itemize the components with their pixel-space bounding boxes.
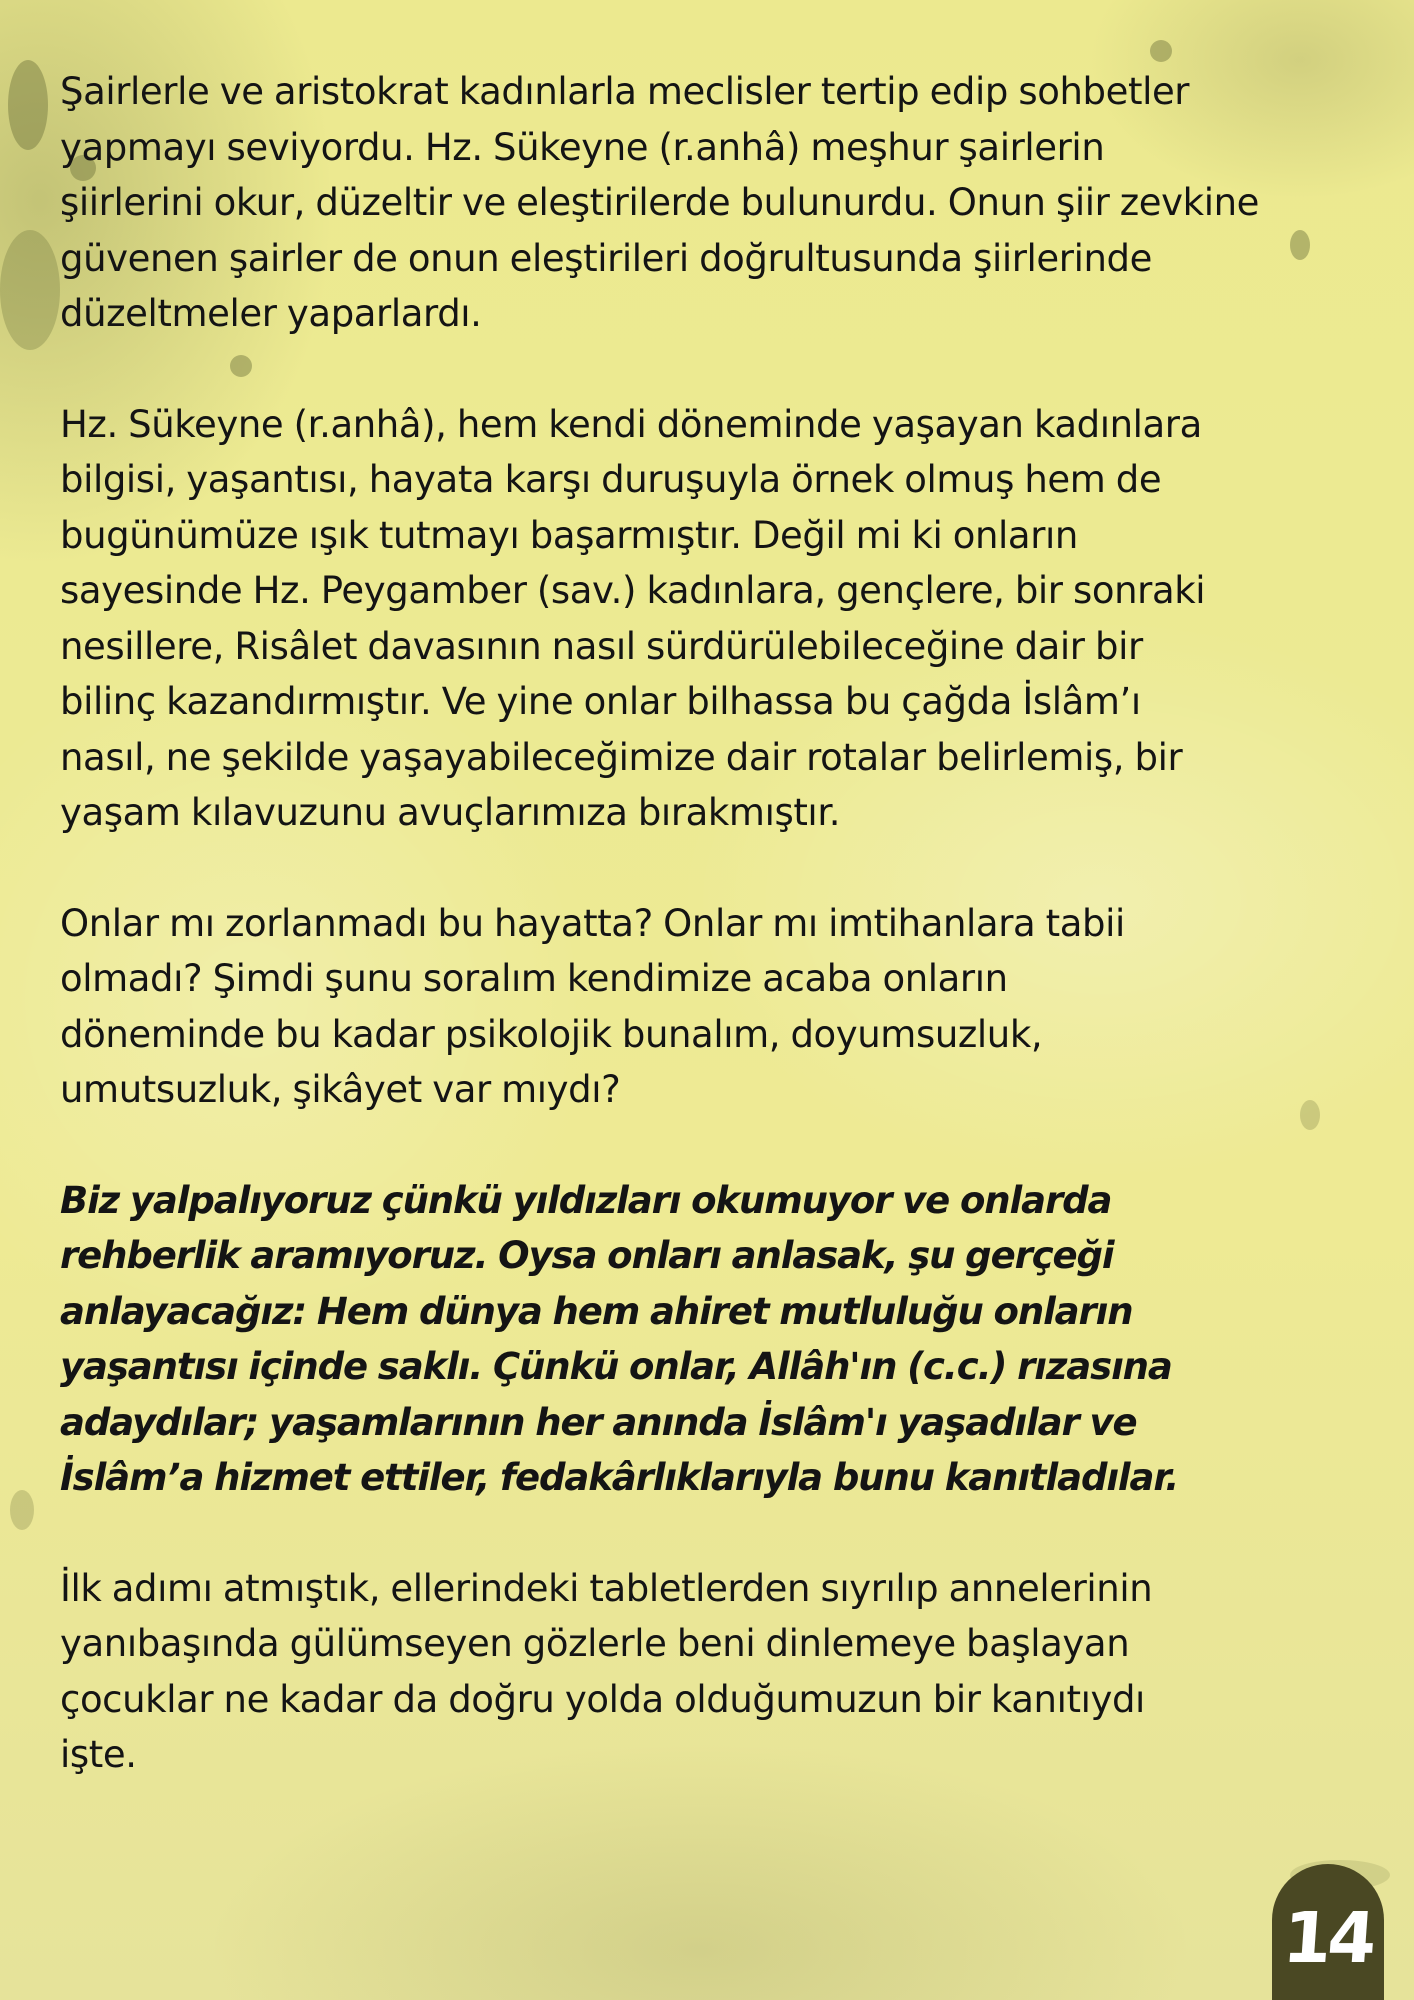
text-line: Onlar mı zorlanmadı bu hayatta? Onlar mı imtihanlara tabii [60, 901, 1125, 945]
text-line: nasıl, ne şekilde yaşayabileceğimize dair rotalar belirlemiş, bir [60, 735, 1183, 779]
text-line: Şairlerle ve aristokrat kadınlarla meclisler tertip edip sohbetler [60, 70, 1190, 113]
ink-blot [1150, 40, 1172, 62]
document-page [60, 64, 1360, 1838]
text-line: nesillere, Risâlet davasının nasıl sürdürülebileceğine dair bir [60, 624, 1143, 668]
text-line: rehberlik aramıyoruz. Oysa onları anlasak, şu gerçeği [60, 1234, 1114, 1277]
paragraph-3 [60, 896, 1360, 1118]
text-line: güvenen şairler de onun eleştirileri doğrultusunda şiirlerinde [60, 236, 1152, 280]
paragraph-1 [60, 64, 1360, 342]
paragraph-5 [60, 1561, 1360, 1783]
text-line: umutsuzluk, şikâyet var mıydı? [60, 1068, 621, 1111]
ink-blot [8, 60, 48, 150]
paragraph-2 [60, 397, 1360, 841]
text-line: çocuklar ne kadar da doğru yolda olduğumuzun bir kanıtıydı [60, 1677, 1145, 1721]
text-line: yaşantısı içinde saklı. Çünkü onlar, Allâh'ın (c.c.) rızasına [60, 1345, 1172, 1388]
text-line: İlk adımı atmıştık, ellerindeki tabletlerden sıyrılıp annelerinin [60, 1566, 1153, 1610]
text-line: adaydılar; yaşamlarının her anında İslâm'ı yaşadılar ve [60, 1400, 1137, 1444]
text-line: sayesinde Hz. Peygamber (sav.) kadınlara, gençlere, bir sonraki [60, 569, 1206, 612]
text-line: şiirlerini okur, düzeltir ve eleştirilerde bulunurdu. Onun şiir zevkine [60, 181, 1259, 224]
text-line: İslâm’a hizmet ettiler, fedakârlıklarıyla bunu kanıtladılar. [60, 1456, 1179, 1499]
text-line: düzeltmeler yaparlardı. [60, 292, 482, 335]
page-number-badge [1272, 1864, 1384, 2000]
text-line: bilgisi, yaşantısı, hayata karşı duruşuyla örnek olmuş hem de [60, 458, 1162, 501]
ink-blot [10, 1490, 34, 1530]
text-line: işte. [60, 1733, 137, 1776]
text-line: döneminde bu kadar psikolojik bunalım, doyumsuzluk, [60, 1012, 1043, 1056]
text-line: Hz. Sükeyne (r.anhâ), hem kendi döneminde yaşayan kadınlara [60, 402, 1202, 446]
text-line: Biz yalpalıyoruz çünkü yıldızları okumuyor ve onlarda [60, 1178, 1112, 1222]
text-line: anlayacağız: Hem dünya hem ahiret mutluluğu onların [60, 1289, 1133, 1333]
ink-blot [0, 230, 60, 350]
text-line: yanıbaşında gülümseyen gözlerle beni dinlemeye başlayan [60, 1622, 1130, 1665]
paragraph-4-emphasis [60, 1173, 1360, 1506]
text-line: olmadı? Şimdi şunu soralım kendimize acaba onların [60, 957, 1008, 1000]
text-line: bilinç kazandırmıştır. Ve yine onlar bilhassa bu çağda İslâm’ı [60, 680, 1141, 723]
text-line: yapmayı seviyordu. Hz. Sükeyne (r.anhâ) meşhur şairlerin [60, 125, 1105, 169]
text-line: bugünümüze ışık tutmayı başarmıştır. Değil mi ki onların [60, 513, 1078, 557]
page-number: 14 [1280, 1897, 1376, 1979]
text-line: yaşam kılavuzunu avuçlarımıza bırakmıştır. [60, 791, 841, 834]
